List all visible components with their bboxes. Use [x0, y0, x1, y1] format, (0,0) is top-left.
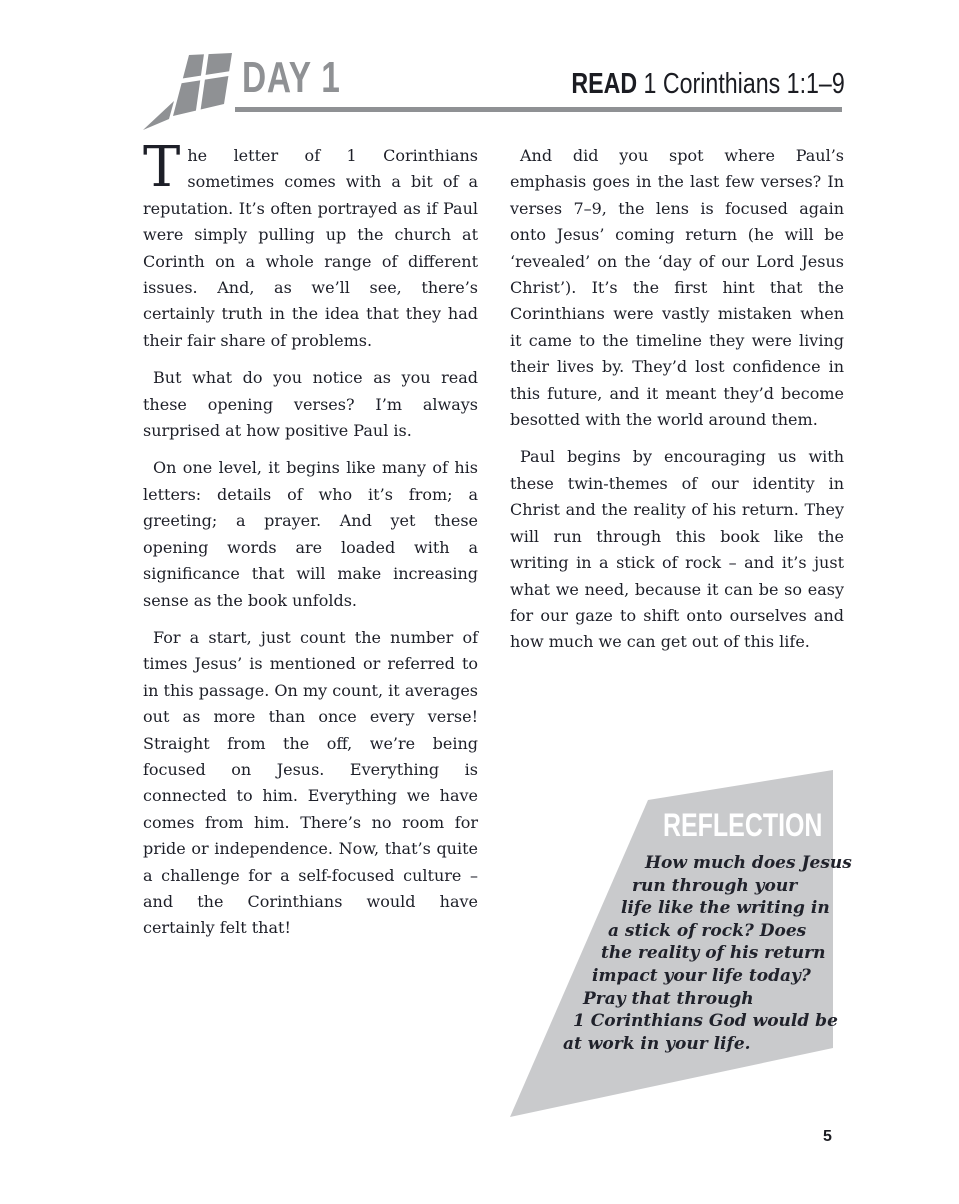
read-passage: 1 Corinthians 1:1–9	[643, 68, 845, 100]
drop-cap: T	[143, 135, 181, 200]
reflection-line: run through your	[632, 875, 798, 896]
reflection-line: How much does Jesus	[645, 853, 852, 873]
body-paragraph: For a start, just count the number of times Jesus’ is mentioned or referred to in this passage. On my count, it averages out as more than once every verse! Straight from the off, we’re being focused on Jesus. Everything is connected to him. Everything we have comes from him. There’s no room for pride or independence. Now, that’s quite a challenge for a self-focused culture – and the Corinthians would have certainly felt that!	[143, 627, 478, 938]
body-paragraph: Paul begins by encouraging us with these twin-themes of our identity in Christ and the reality of his return. They will run through this book like the writing in a stick of rock – and it’s just what we need, because it can be so easy for our gaze to shift onto ourselves and how much we can get out of this life.	[510, 447, 844, 652]
paragraph-text: he letter of 1 Corinthians sometimes comes with a bit of a reputation. It’s often portrayed as if Paul were simply pulling up the church at Corinth on a whole range of different issues. And, as we’ll see, there’s certainly truth in the idea that they had their fair share of problems.	[143, 146, 478, 350]
body-paragraph: And did you spot where Paul’s emphasis goes in the last few verses? In verses 7–9, the lens is focused again onto Jesus’ coming return (he will be ‘revealed’ on the ‘day of our Lord Jesus Christ’). It’s the first hint that the Corinthians were vastly mistaken when it came to the timeline they were living their lives by. They’d lost confidence in this future, and it meant they’d become besotted with the world around them.	[510, 146, 844, 430]
reflection-line: a stick of rock? Does	[608, 920, 807, 941]
reflection-line: impact your life today?	[592, 965, 811, 986]
read-label: READ	[571, 68, 638, 100]
reflection-line: life like the writing in	[621, 898, 830, 919]
page-number: 5	[823, 1128, 832, 1145]
body-paragraph: On one level, it begins like many of his letters: details of who it’s from; a greeting; a prayer. And yet these opening words are loaded with a significance that will make increasing sense as the book unfolds.	[143, 458, 478, 610]
reflection-line: the reality of his return	[601, 943, 826, 964]
reflection-line: Pray that through	[583, 988, 754, 1009]
reflection-line: 1 Corinthians God would be	[573, 1011, 838, 1032]
body-paragraph	[143, 135, 478, 354]
read-reference	[572, 68, 845, 100]
reflection-title: REFLECTION	[663, 807, 823, 843]
book-logo-icon	[140, 40, 240, 135]
column-left	[143, 135, 478, 953]
column-right	[510, 143, 844, 667]
header-rule	[235, 107, 842, 112]
body-paragraph: But what do you notice as you read these opening verses? I’m always surprised at how positive Paul is.	[143, 368, 478, 441]
reflection-line: at work in your life.	[563, 1033, 751, 1054]
reflection-text	[505, 852, 852, 1055]
day-title: DAY 1	[242, 53, 341, 102]
